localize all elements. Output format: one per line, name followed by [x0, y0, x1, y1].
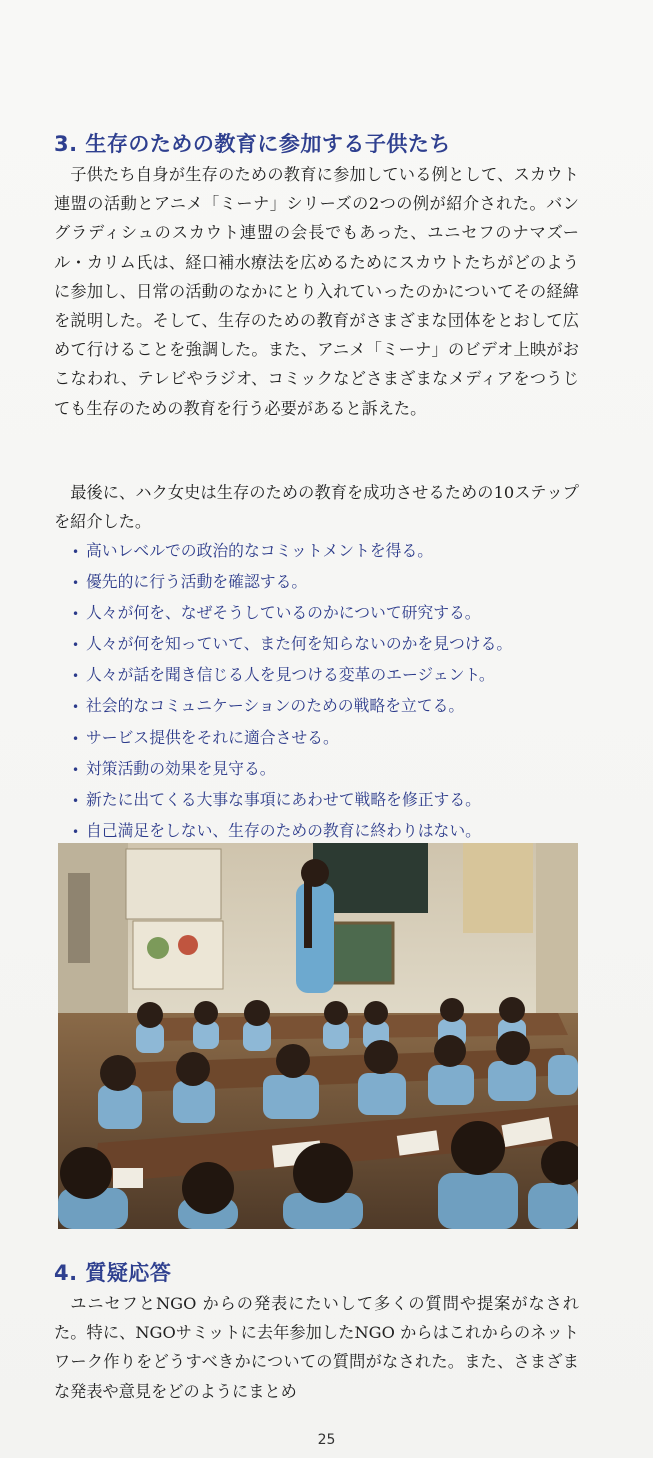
section-3-paragraph-1: 子供たち自身が生存のための教育に参加している例として、スカウト連盟の活動とアニメ「ミーナ」シリーズの2つの例が紹介された。バングラディシュのスカウト連盟の会長でもあった、ユニセフのナマズール・カリム氏は、経口補水療法を広めるためにスカウトたちがどのように参加し、日常の活動のなかにとり入れていったのかについてその経緯を説明した。そして、生存のための教育がさまざまな団体をとおして広めて行けることを強調した。また、アニメ「ミーナ」のビデオ上映がおこなわれ、テレビやラジオ、コミックなどさまざまなメディアをつうじても生存のための教育を行う必要があると訴えた。 — [54, 165, 579, 418]
section-3-heading: 3. 生存のための教育に参加する子供たち — [54, 132, 451, 156]
teacher — [296, 883, 334, 993]
step-item: • 新たに出てくる大事な事項にあわせて戦略を修正する。 — [72, 785, 592, 816]
step-item: • 対策活動の効果を見守る。 — [72, 754, 592, 785]
window — [68, 873, 90, 963]
section-4-paragraph-1: ユニセフとNGO からの発表にたいして多くの質問や提案がなされた。特に、NGOサミットに去年参加したNGO からはこれからのネットワーク作りをどうすべきかについての質問がなされた。また、さまざまな発表や意見をどのようにまとめ — [54, 1294, 579, 1401]
wall-chart — [126, 849, 221, 919]
bullet-icon: • — [72, 545, 80, 559]
poster-tree — [147, 937, 169, 959]
step-item: • サービス提供をそれに適合させる。 — [72, 723, 592, 754]
teacher-hair — [304, 873, 312, 948]
step-item: • 優先的に行う活動を確認する。 — [72, 567, 592, 598]
section-3-paragraph-2: 最後に、ハク女史は生存のための教育を成功させるための10ステップを紹介した。 — [54, 483, 579, 532]
bullet-icon: • — [72, 762, 80, 777]
bullet-icon: • — [72, 576, 80, 591]
step-item: • 高いレベルでの政治的なコミットメントを得る。 — [72, 536, 592, 567]
bullet-icon: • — [72, 700, 80, 715]
ten-steps-list — [72, 536, 592, 847]
wall-poster — [133, 921, 223, 989]
classroom-photo — [58, 843, 578, 1229]
step-item: • 人々が何を、なぜそうしているのかについて研究する。 — [72, 598, 592, 629]
green-board — [333, 923, 393, 983]
step-item: • 人々が話を聞き信じる人を見つける変革のエージェント。 — [72, 660, 592, 691]
bullet-icon: • — [72, 793, 80, 808]
section-4-heading: 4. 質疑応答 — [54, 1261, 172, 1285]
bullet-icon: • — [72, 638, 80, 653]
curtain — [463, 843, 533, 933]
bullet-icon: • — [72, 824, 80, 839]
bullet-icon: • — [72, 669, 80, 684]
step-item: • 人々が何を知っていて、また何を知らないのかを見つける。 — [72, 629, 592, 660]
paper — [113, 1168, 143, 1188]
poster-figure — [178, 935, 198, 955]
step-item: • 自己満足をしない、生存のための教育に終わりはない。 — [72, 816, 592, 847]
page-number: 25 — [317, 1432, 336, 1448]
bullet-icon: • — [72, 607, 80, 622]
classroom-illustration — [58, 843, 578, 1229]
step-item: • 社会的なコミュニケーションのための戦略を立てる。 — [72, 691, 592, 722]
bullet-icon: • — [72, 731, 80, 746]
